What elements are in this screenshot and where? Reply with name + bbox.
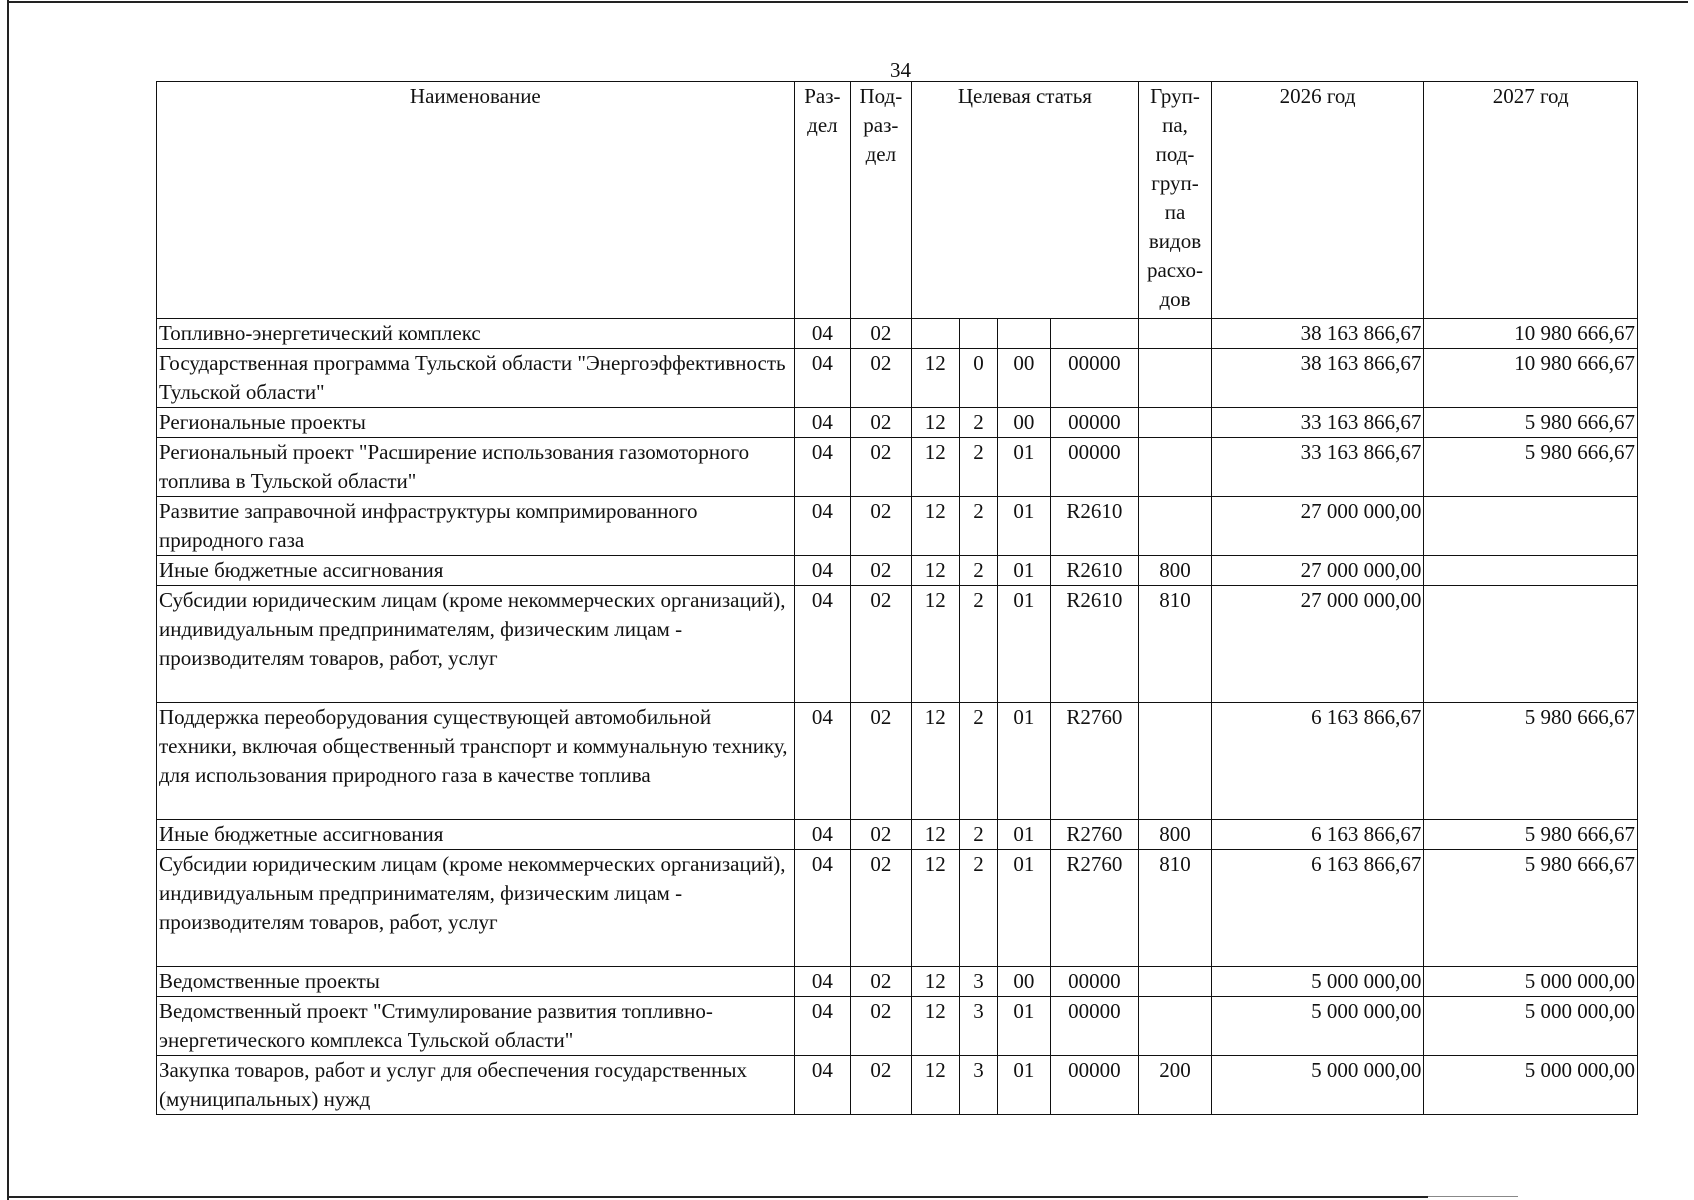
row-subsection-cell: 02	[851, 319, 911, 349]
row-expense-group-cell	[1139, 967, 1212, 997]
row-subsection-cell: 02	[851, 349, 911, 408]
row-subsection-cell: 02	[851, 967, 911, 997]
row-amount-2027-cell: 10 980 666,67	[1424, 349, 1638, 408]
row-section-cell: 04	[794, 586, 850, 703]
row-amount-2027-cell	[1424, 586, 1638, 703]
page-number: 34	[890, 58, 911, 82]
header-target-article: Целевая статья	[911, 82, 1139, 319]
table-row	[157, 438, 1638, 497]
row-expense-group-cell	[1139, 497, 1212, 556]
row-section-cell: 04	[794, 349, 850, 408]
row-amount-2026-cell: 6 163 866,67	[1211, 703, 1424, 820]
row-target-direction-cell: R2760	[1050, 820, 1139, 850]
row-amount-2027-cell: 5 980 666,67	[1424, 850, 1638, 967]
row-subsection-cell: 02	[851, 997, 911, 1056]
row-expense-group-cell: 810	[1139, 850, 1212, 967]
row-name-cell: Субсидии юридическим лицам (кроме некоммерческих организаций), индивидуальным предпринимателям, физическим лицам - производителям товаров, работ, услуг	[157, 850, 795, 967]
row-amount-2027-cell: 5 000 000,00	[1424, 967, 1638, 997]
table-row	[157, 319, 1638, 349]
row-target-program-cell: 12	[911, 586, 959, 703]
table-row	[157, 1056, 1638, 1115]
header-subsection: Под- раз- дел	[851, 82, 911, 319]
row-amount-2026-cell: 6 163 866,67	[1211, 820, 1424, 850]
row-expense-group-cell	[1139, 438, 1212, 497]
row-target-type-cell: 3	[959, 967, 997, 997]
row-amount-2026-cell: 33 163 866,67	[1211, 408, 1424, 438]
row-expense-group-cell: 800	[1139, 556, 1212, 586]
row-expense-group-cell	[1139, 703, 1212, 820]
row-target-type-cell: 2	[959, 408, 997, 438]
row-target-type-cell: 2	[959, 586, 997, 703]
row-target-program-cell: 12	[911, 438, 959, 497]
row-subsection-cell: 02	[851, 586, 911, 703]
row-amount-2026-cell: 27 000 000,00	[1211, 497, 1424, 556]
budget-table	[156, 81, 1638, 1115]
row-target-item-cell: 01	[998, 1056, 1050, 1115]
header-row	[157, 82, 1638, 319]
row-subsection-cell: 02	[851, 850, 911, 967]
header-name: Наименование	[157, 82, 795, 319]
row-amount-2027-cell: 5 000 000,00	[1424, 1056, 1638, 1115]
row-target-program-cell: 12	[911, 1056, 959, 1115]
row-target-type-cell: 2	[959, 497, 997, 556]
table-row	[157, 349, 1638, 408]
row-subsection-cell: 02	[851, 556, 911, 586]
row-amount-2027-cell: 5 000 000,00	[1424, 997, 1638, 1056]
row-target-type-cell: 2	[959, 850, 997, 967]
row-target-type-cell	[959, 319, 997, 349]
row-name-cell: Поддержка переоборудования существующей автомобильной техники, включая общественный транспорт и коммунальную технику, для использования природного газа в качестве топлива	[157, 703, 795, 820]
row-target-direction-cell: 00000	[1050, 997, 1139, 1056]
row-target-program-cell: 12	[911, 408, 959, 438]
row-expense-group-cell	[1139, 349, 1212, 408]
table-row	[157, 850, 1638, 967]
row-amount-2027-cell: 5 980 666,67	[1424, 438, 1638, 497]
row-name-cell: Иные бюджетные ассигнования	[157, 556, 795, 586]
table-row	[157, 997, 1638, 1056]
row-amount-2027-cell	[1424, 497, 1638, 556]
row-target-item-cell: 01	[998, 586, 1050, 703]
row-target-type-cell: 2	[959, 438, 997, 497]
row-target-direction-cell: 00000	[1050, 349, 1139, 408]
row-amount-2026-cell: 5 000 000,00	[1211, 997, 1424, 1056]
row-target-item-cell: 01	[998, 438, 1050, 497]
row-expense-group-cell: 810	[1139, 586, 1212, 703]
row-target-direction-cell: 00000	[1050, 438, 1139, 497]
row-name-cell: Региональные проекты	[157, 408, 795, 438]
row-target-item-cell: 01	[998, 850, 1050, 967]
row-amount-2026-cell: 33 163 866,67	[1211, 438, 1424, 497]
row-subsection-cell: 02	[851, 703, 911, 820]
row-target-direction-cell: R2610	[1050, 497, 1139, 556]
row-name-cell: Региональный проект "Расширение использования газомоторного топлива в Тульской области"	[157, 438, 795, 497]
row-target-item-cell: 00	[998, 967, 1050, 997]
table-row	[157, 556, 1638, 586]
row-name-cell: Ведомственный проект "Стимулирование развития топливно-энергетического комплекса Тульской области"	[157, 997, 795, 1056]
table-body	[157, 319, 1638, 1115]
row-name-cell: Закупка товаров, работ и услуг для обеспечения государственных (муниципальных) нужд	[157, 1056, 795, 1115]
row-target-item-cell: 01	[998, 997, 1050, 1056]
row-target-item-cell: 01	[998, 556, 1050, 586]
row-section-cell: 04	[794, 997, 850, 1056]
row-expense-group-cell	[1139, 408, 1212, 438]
header-year-2026: 2026 год	[1211, 82, 1424, 319]
scan-border-bottom-faint	[1428, 1196, 1518, 1197]
table-row	[157, 820, 1638, 850]
row-section-cell: 04	[794, 319, 850, 349]
row-target-program-cell: 12	[911, 850, 959, 967]
row-target-item-cell: 01	[998, 820, 1050, 850]
row-target-direction-cell: 00000	[1050, 408, 1139, 438]
header-expense-group: Груп- па, под- груп- па видов расхо- дов	[1139, 82, 1212, 319]
row-amount-2027-cell: 5 980 666,67	[1424, 820, 1638, 850]
row-name-cell: Государственная программа Тульской области "Энергоэффективность Тульской области"	[157, 349, 795, 408]
row-name-cell: Иные бюджетные ассигнования	[157, 820, 795, 850]
row-target-program-cell: 12	[911, 556, 959, 586]
row-section-cell: 04	[794, 556, 850, 586]
row-amount-2027-cell: 5 980 666,67	[1424, 703, 1638, 820]
row-target-program-cell: 12	[911, 349, 959, 408]
row-target-direction-cell: R2760	[1050, 703, 1139, 820]
row-target-direction-cell: 00000	[1050, 967, 1139, 997]
row-subsection-cell: 02	[851, 408, 911, 438]
row-name-cell: Топливно-энергетический комплекс	[157, 319, 795, 349]
row-target-type-cell: 3	[959, 997, 997, 1056]
row-target-type-cell: 2	[959, 703, 997, 820]
row-target-type-cell: 3	[959, 1056, 997, 1115]
row-target-direction-cell: R2610	[1050, 586, 1139, 703]
row-target-program-cell: 12	[911, 967, 959, 997]
table-row	[157, 967, 1638, 997]
row-section-cell: 04	[794, 438, 850, 497]
row-subsection-cell: 02	[851, 1056, 911, 1115]
row-section-cell: 04	[794, 820, 850, 850]
row-target-item-cell: 01	[998, 703, 1050, 820]
row-amount-2026-cell: 27 000 000,00	[1211, 586, 1424, 703]
row-amount-2026-cell: 5 000 000,00	[1211, 967, 1424, 997]
scan-border-bottom	[8, 1196, 1428, 1198]
row-expense-group-cell: 800	[1139, 820, 1212, 850]
row-expense-group-cell	[1139, 997, 1212, 1056]
row-amount-2027-cell	[1424, 556, 1638, 586]
scan-border-left	[7, 0, 9, 1200]
row-target-type-cell: 0	[959, 349, 997, 408]
row-amount-2026-cell: 6 163 866,67	[1211, 850, 1424, 967]
row-section-cell: 04	[794, 497, 850, 556]
row-subsection-cell: 02	[851, 820, 911, 850]
row-name-cell: Ведомственные проекты	[157, 967, 795, 997]
table-row	[157, 408, 1638, 438]
row-name-cell: Развитие заправочной инфраструктуры компримированного природного газа	[157, 497, 795, 556]
row-target-program-cell: 12	[911, 497, 959, 556]
row-target-direction-cell	[1050, 319, 1139, 349]
row-section-cell: 04	[794, 1056, 850, 1115]
row-target-program-cell: 12	[911, 997, 959, 1056]
row-expense-group-cell: 200	[1139, 1056, 1212, 1115]
row-amount-2027-cell: 5 980 666,67	[1424, 408, 1638, 438]
row-amount-2026-cell: 38 163 866,67	[1211, 319, 1424, 349]
row-section-cell: 04	[794, 850, 850, 967]
row-section-cell: 04	[794, 703, 850, 820]
row-target-item-cell: 01	[998, 497, 1050, 556]
row-expense-group-cell	[1139, 319, 1212, 349]
row-target-type-cell: 2	[959, 820, 997, 850]
row-amount-2026-cell: 38 163 866,67	[1211, 349, 1424, 408]
row-target-direction-cell: R2760	[1050, 850, 1139, 967]
row-amount-2027-cell: 10 980 666,67	[1424, 319, 1638, 349]
row-target-item-cell: 00	[998, 349, 1050, 408]
row-target-direction-cell: R2610	[1050, 556, 1139, 586]
row-target-direction-cell: 00000	[1050, 1056, 1139, 1115]
row-subsection-cell: 02	[851, 497, 911, 556]
header-year-2027: 2027 год	[1424, 82, 1638, 319]
table-row	[157, 497, 1638, 556]
row-subsection-cell: 02	[851, 438, 911, 497]
table-row	[157, 586, 1638, 703]
row-target-program-cell: 12	[911, 703, 959, 820]
row-target-program-cell: 12	[911, 820, 959, 850]
row-section-cell: 04	[794, 967, 850, 997]
scan-border-top	[8, 1, 1688, 3]
row-amount-2026-cell: 27 000 000,00	[1211, 556, 1424, 586]
row-target-item-cell: 00	[998, 408, 1050, 438]
row-section-cell: 04	[794, 408, 850, 438]
row-target-type-cell: 2	[959, 556, 997, 586]
table-row	[157, 703, 1638, 820]
header-section: Раз- дел	[794, 82, 850, 319]
row-target-program-cell	[911, 319, 959, 349]
row-amount-2026-cell: 5 000 000,00	[1211, 1056, 1424, 1115]
row-target-item-cell	[998, 319, 1050, 349]
row-name-cell: Субсидии юридическим лицам (кроме некоммерческих организаций), индивидуальным предпринимателям, физическим лицам - производителям товаров, работ, услуг	[157, 586, 795, 703]
